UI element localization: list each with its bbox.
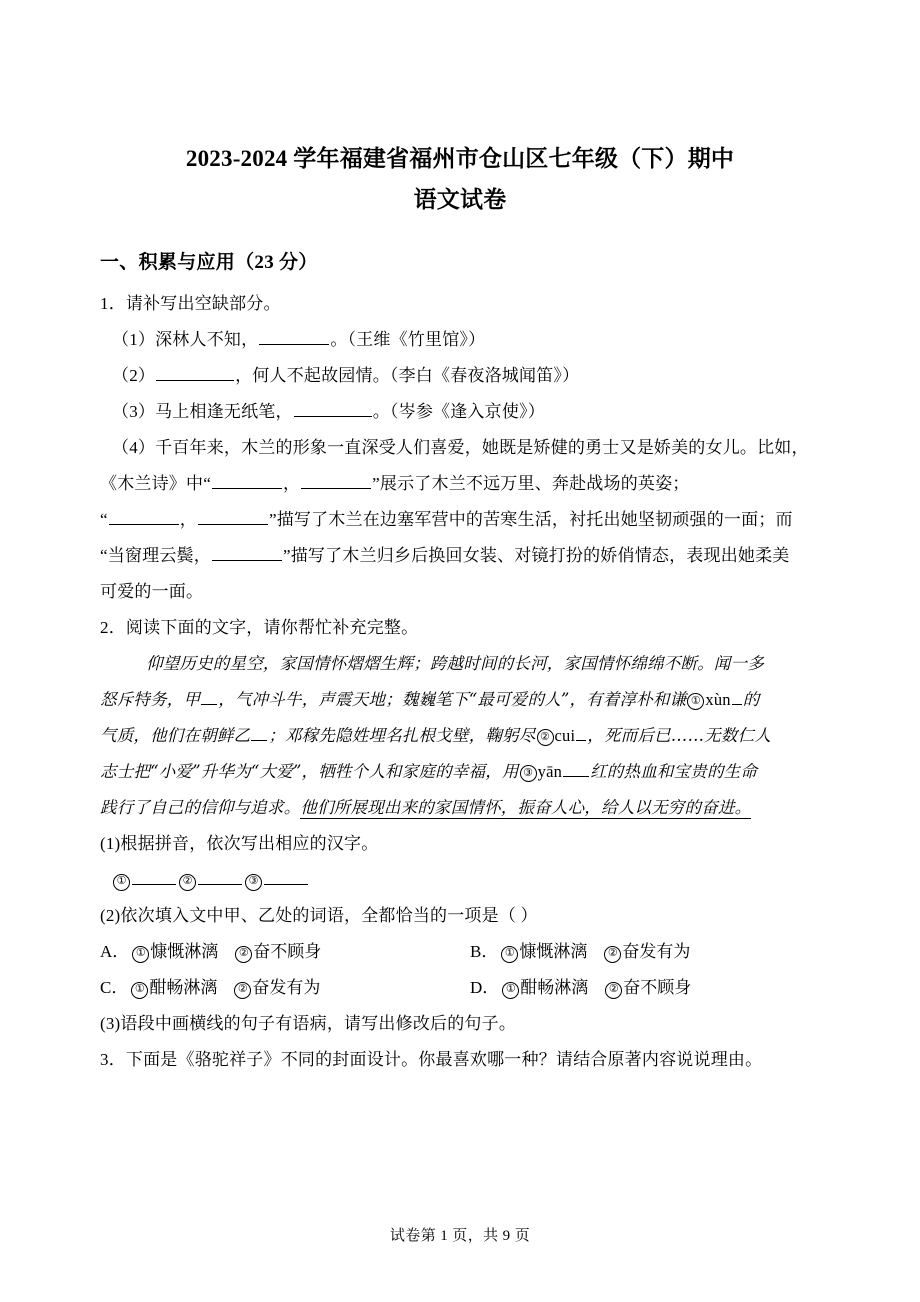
answer-blank[interactable] [212, 473, 282, 489]
passage-line-1: 仰望历史的星空，家国情怀熠熠生辉；跨越时间的长河，家国情怀绵绵不断。闻一多 [146, 654, 764, 673]
passage-line-5 [100, 790, 820, 826]
mark-circle-3: ③ [245, 874, 262, 891]
answer-blank[interactable] [259, 329, 329, 345]
passage-line-3-c: ，死而后已……无数仁人 [587, 726, 771, 745]
mark-circle-2: ② [235, 946, 252, 963]
choice-row-cd [100, 970, 820, 1006]
pinyin-yan: yān [537, 762, 563, 781]
item-4-line-2 [100, 466, 820, 502]
answer-blank[interactable] [212, 545, 282, 561]
item-3-after: 。（岑参《逢入京使》） [372, 402, 545, 421]
title-line-1: 2023-2024 学年福建省福州市仓山区七年级（下）期中 [185, 146, 735, 171]
question-2-sub-3-stem: (3)语段中画横线的句子有语病，请写出修改后的句子。 [100, 1014, 517, 1033]
choice-option-c[interactable] [100, 970, 470, 1006]
question-1 [100, 280, 820, 610]
item-1-label: （1） [112, 330, 156, 349]
answer-blank[interactable] [563, 763, 589, 777]
choice-option-a[interactable] [100, 934, 470, 970]
item-4-text-3-pre: “ [100, 510, 108, 529]
page-title [100, 0, 820, 220]
answer-blank[interactable] [156, 365, 234, 381]
choice-a-first: 慷慨淋漓 [150, 942, 219, 961]
answer-blank[interactable] [576, 727, 586, 741]
question-1-item-1 [100, 322, 820, 358]
item-1-after: 。（王维《竹里馆》） [330, 330, 486, 349]
passage-line-3-a: 气质，他们在朝鲜乙 [100, 726, 251, 745]
mark-circle-1: ① [687, 693, 704, 710]
answer-blank[interactable] [198, 870, 242, 885]
passage-line-2-a: 怒斥特务，甲 [100, 690, 201, 709]
answer-blank[interactable] [109, 509, 179, 525]
mark-circle-1: ① [502, 982, 519, 999]
item-4-text-2-pre: 《木兰诗》中“ [100, 474, 211, 493]
passage-line-4-a: 志士把“小爱”升华为“大爱”，牺牲个人和家庭的幸福，用 [100, 762, 519, 781]
question-3-stem: 3．下面是《骆驼祥子》不同的封面设计。你最喜欢哪一种？请结合原著内容说说理由。 [100, 1050, 763, 1069]
page-footer: 试卷第 1 页，共 9 页 [389, 1228, 531, 1244]
choice-a-second: 奋不顾身 [253, 942, 322, 961]
answer-blank[interactable] [201, 691, 217, 705]
question-1-stem: 1．请补写出空缺部分。 [100, 294, 281, 313]
item-4-label: （4） [112, 438, 156, 457]
choice-c-first: 酣畅淋漓 [149, 978, 218, 997]
pinyin-xun: xùn [705, 690, 731, 709]
question-1-item-4 [100, 430, 820, 610]
item-2-label: （2） [112, 366, 156, 385]
choice-b-letter: B． [470, 942, 499, 961]
choice-a-letter: A． [100, 942, 130, 961]
mark-circle-2: ② [179, 874, 196, 891]
choice-row-ab [100, 934, 820, 970]
mark-circle-2: ② [604, 946, 621, 963]
choice-c-second: 奋发有为 [252, 978, 321, 997]
choice-option-d[interactable] [470, 970, 840, 1006]
question-2-sub-1-answer-row [100, 862, 820, 898]
passage-line-4 [100, 754, 820, 790]
question-2-passage [100, 646, 820, 826]
question-2 [100, 610, 820, 1042]
mark-circle-1: ① [132, 946, 149, 963]
answer-blank[interactable] [264, 870, 308, 885]
mark-circle-2: ② [605, 982, 622, 999]
passage-line-2-b: ，气冲斗牛，声震天地；魏巍笔下“最可爱的人”，有着淳朴和谦 [218, 690, 687, 709]
item-2-after: ，何人不起故园情。（李白《春夜洛城闻笛》） [235, 366, 580, 385]
item-4-text-2-post: ”展示了木兰不远万里、奔赴战场的英姿； [372, 474, 690, 493]
mark-circle-2: ② [537, 729, 554, 746]
underlined-sentence: 他们所展现出来的家国情怀，振奋人心，给人以无穷的奋进。 [300, 798, 752, 817]
question-2-sub-2-stem: (2)依次填入文中甲、乙处的词语，全都恰当的一项是（ ） [100, 906, 538, 925]
item-4-text-4-post: ”描写了木兰归乡后换回女装、对镜打扮的娇俏情态，表现出她柔美 [282, 546, 790, 565]
answer-blank[interactable] [732, 691, 742, 705]
question-2-stem: 2．阅读下面的文字，请你帮忙补充完整。 [100, 618, 419, 637]
item-4-text-3-post: ”描写了木兰在边塞军营中的苦寒生活，衬托出她坚韧顽强的一面；而 [268, 510, 793, 529]
mark-circle-1: ① [131, 982, 148, 999]
item-3-before: 马上相逢无纸笔， [155, 402, 293, 421]
item-4-line-3 [100, 502, 820, 538]
item-4-text-4-pre: “当窗理云鬓， [100, 546, 211, 565]
passage-line-3 [100, 718, 820, 754]
item-4-text-3-mid: ， [179, 510, 197, 529]
section-heading-1: 一、积累与应用（23 分） [100, 252, 318, 273]
item-3-label: （3） [112, 402, 156, 421]
item-4-line-5: 可爱的一面。 [100, 582, 204, 601]
passage-line-4-b: 红的热血和宝贵的生命 [590, 762, 758, 781]
choice-d-second: 奋不顾身 [623, 978, 692, 997]
choice-b-second: 奋发有为 [622, 942, 691, 961]
item-4-line-4 [100, 538, 820, 574]
answer-blank[interactable] [251, 727, 267, 741]
passage-line-2-c: 的 [742, 690, 760, 709]
answer-blank[interactable] [198, 509, 268, 525]
choice-d-letter: D． [470, 978, 500, 997]
choice-b-first: 慷慨淋漓 [519, 942, 588, 961]
mark-circle-1: ① [113, 874, 130, 891]
mark-circle-2: ② [234, 982, 251, 999]
item-4-line-1 [100, 430, 820, 466]
question-1-item-3 [100, 394, 820, 430]
choice-c-letter: C． [100, 978, 129, 997]
item-1-before: 深林人不知， [155, 330, 259, 349]
passage-line-3-b: ；邓稼先隐姓埋名扎根戈壁，鞠躬尽 [268, 726, 536, 745]
choice-d-first: 酣畅淋漓 [520, 978, 589, 997]
pinyin-cui: cui [554, 726, 576, 745]
title-line-2: 语文试卷 [413, 187, 507, 212]
choice-option-b[interactable] [470, 934, 840, 970]
mark-circle-1: ① [501, 946, 518, 963]
question-2-sub-1-stem: (1)根据拼音，依次写出相应的汉字。 [100, 834, 379, 853]
answer-blank[interactable] [301, 473, 371, 489]
passage-line-2 [100, 682, 820, 718]
answer-blank[interactable] [132, 870, 176, 885]
item-4-text-2-mid: ， [282, 474, 301, 493]
mark-circle-3: ③ [520, 765, 537, 782]
item-4-text-1: 千百年来，木兰的形象一直深受人们喜爱，她既是矫健的勇士又是娇美的女儿。比如， [155, 438, 809, 457]
answer-blank[interactable] [294, 401, 372, 417]
question-1-item-2 [100, 358, 820, 394]
passage-line-5-a: 践行了自己的信仰与追求。 [100, 798, 301, 817]
